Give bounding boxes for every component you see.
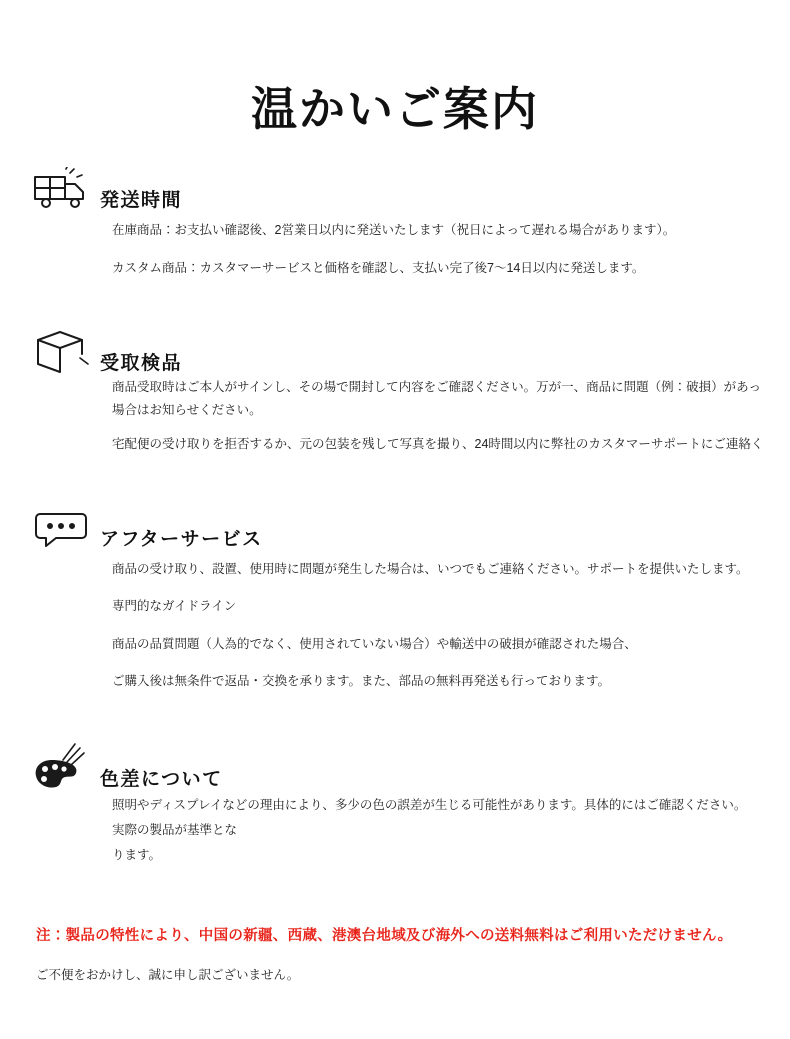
body-line: 商品の品質問題（人為的でなく、使用されていない場合）や輸送中の破損が確認された場合、: [112, 636, 637, 651]
section-body: [30, 221, 790, 278]
section-title: 色差について: [100, 768, 223, 790]
body-line: カスタム商品：カスタマーサービスと価格を確認し、支払い完了後7〜14日以内に発送します。: [112, 260, 645, 275]
section-color: [0, 742, 790, 866]
section-title: 発送時間: [100, 190, 183, 212]
section-header: [30, 324, 790, 376]
body-line: 宅配便の受け取りを拒否するか、元の包装を残して写真を撮り、24時間以内に弊社のカスタマーサポートにご連絡く: [112, 436, 764, 451]
section-header: [30, 167, 790, 213]
notice-block: [0, 924, 790, 983]
body-line: 商品受取時はご本人がサインし、その場で開封して内容をご確認ください。万が一、商品に問題（例：破損）があっ: [112, 379, 762, 394]
section-body: [30, 378, 790, 454]
body-line: ります。: [112, 848, 162, 863]
section-title: アフターサービス: [100, 529, 263, 551]
section-title: 受取検品: [100, 352, 183, 374]
section-shipping: [0, 167, 790, 278]
body-line: ご購入後は無条件で返品・交換を承ります。また、部品の無料再発送も行っております。: [112, 674, 611, 689]
section-body: [30, 796, 790, 866]
body-line: 実際の製品が基準とな: [112, 822, 238, 837]
section-body: [30, 560, 790, 692]
notice-main-text: 注：製品の特性により、中国の新疆、西蔵、港澳台地域及び海外への送料無料はご利用いただけません。: [36, 927, 733, 944]
notice-sub-text: ご不便をおかけし、誠に申し訳ございません。: [36, 967, 300, 982]
section-inspection: [0, 324, 790, 454]
paint-palette-icon: [30, 742, 92, 792]
open-box-icon: [30, 324, 92, 376]
body-line: 照明やディスプレイなどの理由により、多少の色の誤差が生じる可能性があります。具体的にはご確認ください。: [112, 797, 747, 812]
section-header: [30, 506, 790, 552]
body-line: 専門的なガイドライン: [112, 599, 237, 614]
body-line: 場合はお知らせください。: [112, 403, 262, 418]
truck-icon: [30, 167, 92, 213]
speech-bubble-icon: [30, 506, 92, 552]
section-header: [30, 742, 790, 792]
page-title: 温かいご案内: [251, 83, 539, 135]
body-line: 商品の受け取り、設置、使用時に問題が発生した場合は、いつでもご連絡ください。サポートを提供いたします。: [112, 562, 749, 577]
section-aftersales: [0, 506, 790, 692]
body-line: 在庫商品：お支払い確認後、2営業日以内に発送いたします（祝日によって遅れる場合があります）。: [112, 223, 676, 238]
